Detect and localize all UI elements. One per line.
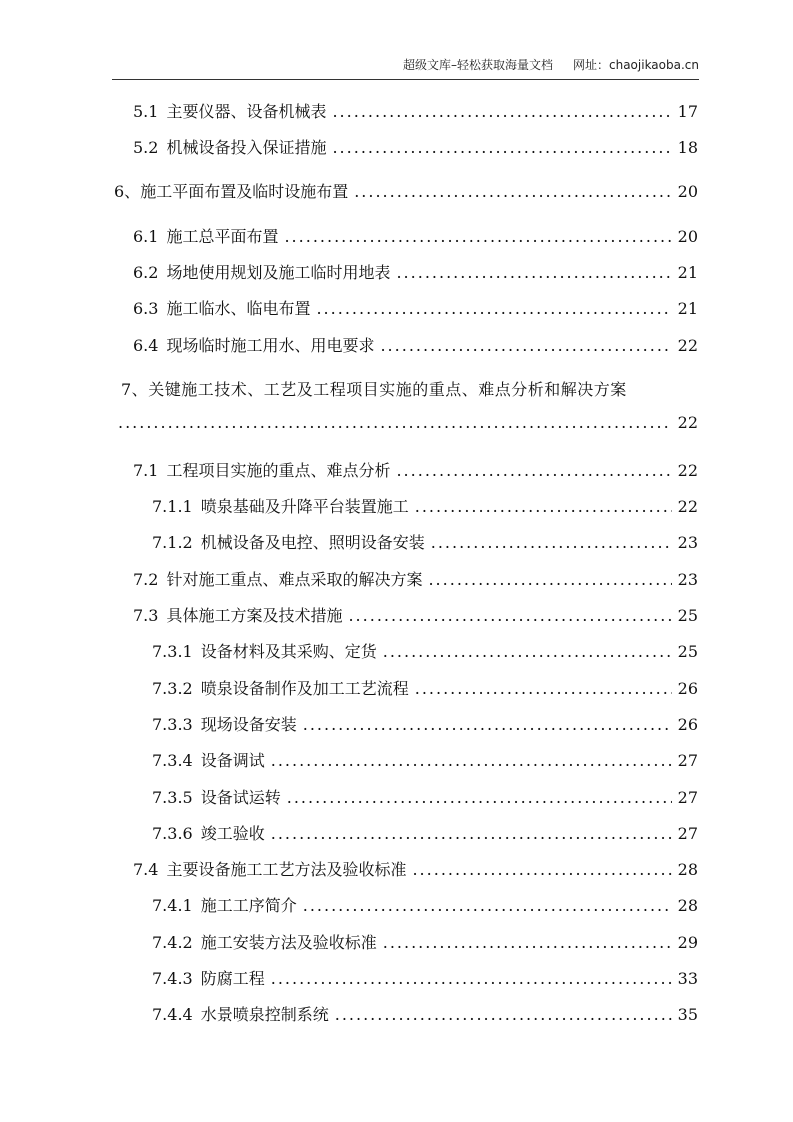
toc-leader-dots [412,860,671,879]
toc-entry-title: 施工安装方法及验收标准 [200,933,377,952]
toc-entry-title: 施工临水、临电布置 [166,299,311,318]
toc-entry-title: 现场设备安装 [200,715,297,734]
toc-entry-number: 7.3.6 [152,824,193,843]
toc-leader-dots [383,933,672,952]
toc-entry-title: 机械设备及电控、照明设备安装 [200,533,425,552]
toc-entry-number: 7.4 [133,860,159,879]
toc-leader-dots [431,533,672,552]
toc-entry-number: 7.3.2 [152,679,193,698]
toc-leader-dots [287,788,672,807]
toc-leader-dots [332,102,671,121]
toc-leader-dots [415,679,672,698]
toc-entry[interactable] [133,857,698,880]
toc-entry[interactable] [121,377,627,400]
toc-entry[interactable] [114,179,698,202]
toc-entry-title: 场地使用规划及施工临时用地表 [166,263,391,282]
toc-entry-page: 20 [677,182,698,201]
toc-entry-number: 5.1 [133,102,159,121]
toc-leader-dots [303,715,672,734]
toc-entry-page: 23 [677,570,698,589]
toc-entry-page: 27 [677,751,698,770]
toc-entry-number: 7.3.4 [152,751,193,770]
toc-entry-page: 33 [677,969,698,988]
toc-entry-number: 7.4.1 [152,896,193,915]
toc-entry[interactable] [133,99,698,122]
toc-entry-title: 具体施工方案及技术措施 [166,606,343,625]
toc-entry-number: 6.4 [133,336,159,355]
toc-entry[interactable] [152,748,698,771]
toc-entry[interactable] [152,712,698,735]
toc-entry[interactable] [152,966,698,989]
toc-entry-page: 22 [677,497,698,516]
toc-entry[interactable] [152,785,698,808]
toc-entry-number: 7.4.4 [152,1005,193,1024]
toc-entry-page: 22 [677,461,698,480]
toc-entry-title: 针对施工重点、难点采取的解决方案 [166,570,423,589]
toc-entry-number: 7.4.2 [152,933,193,952]
toc-entry-title: 主要设备施工工艺方法及验收标准 [166,860,407,879]
toc-entry-page: 18 [677,138,698,157]
toc-leader-dots [284,227,671,246]
toc-entry-title: 设备材料及其采购、定货 [200,642,377,661]
toc-entry-number: 7.1.2 [152,533,193,552]
toc-entry[interactable] [133,135,698,158]
toc-entry-number: 7.2 [133,570,159,589]
toc-entry-title: 现场临时施工用水、用电要求 [166,336,375,355]
toc-entry-number: 7.3.3 [152,715,193,734]
toc-leader-dots [271,751,672,770]
toc-entry[interactable] [152,930,698,953]
toc-entry-page: 26 [677,715,698,734]
toc-entry-number: 6、 [114,182,141,201]
toc-leader-dots [380,336,671,355]
toc-entry-page: 22 [677,336,698,355]
toc-entry-page: 23 [677,533,698,552]
toc-leader-dots [271,824,672,843]
toc-entry[interactable] [133,260,698,283]
toc-entry-title: 主要仪器、设备机械表 [166,102,327,121]
toc-entry-title: 机械设备投入保证措施 [166,138,327,157]
toc-entry[interactable] [133,603,698,626]
toc-entry-page: 20 [677,227,698,246]
toc-entry-page: 25 [677,606,698,625]
toc-entry-number: 7.3.5 [152,788,193,807]
toc-leader-dots [428,570,671,589]
toc-entry-title: 施工平面布置及临时设施布置 [140,182,349,201]
toc-entry-number: 7、 [121,380,149,399]
toc-leader-dots [303,896,672,915]
toc-entry-number: 7.3.1 [152,642,193,661]
toc-entry-page: 27 [677,788,698,807]
toc-entry-number: 7.3 [133,606,159,625]
header-site-name: 超级文库–轻松获取海量文档 [402,58,553,72]
toc-entry[interactable] [152,1002,698,1025]
toc-entry[interactable] [133,224,698,247]
toc-entry-number: 6.1 [133,227,159,246]
toc-entry-page: 35 [677,1005,698,1024]
toc-entry[interactable] [152,639,698,662]
toc-entry-number: 7.1 [133,461,159,480]
toc-entry[interactable] [133,333,698,356]
toc-entry-number: 5.2 [133,138,159,157]
toc-entry-title: 设备试运转 [200,788,281,807]
toc-leader-dots [354,182,671,201]
header-rule [112,79,699,80]
toc-leader-dots [415,497,672,516]
toc-entry-page: 21 [677,299,698,318]
toc-entry-page: 29 [677,933,698,952]
toc-entry[interactable] [133,567,698,590]
toc-entry-page: 22 [677,413,698,432]
toc-leader-dots [118,413,672,432]
toc-entry[interactable] [133,458,698,481]
toc-entry[interactable] [152,676,698,699]
toc-entry-title: 水景喷泉控制系统 [200,1005,329,1024]
toc-entry-title: 防腐工程 [200,969,265,988]
toc-entry[interactable] [152,893,698,916]
toc-entry-title: 喷泉设备制作及加工工艺流程 [200,679,409,698]
toc-entry-number: 7.4.3 [152,969,193,988]
toc-leader-dots [348,606,671,625]
toc-leader-dots [396,461,671,480]
toc-entry[interactable] [152,494,698,517]
toc-entry-page: 28 [677,896,698,915]
toc-entry[interactable] [152,821,698,844]
toc-leader-dots [335,1005,672,1024]
toc-leader-dots [316,299,671,318]
toc-leader-dots [383,642,672,661]
toc-entry-page: 27 [677,824,698,843]
toc-entry-title: 施工工序简介 [200,896,297,915]
toc-entry-page: 28 [677,860,698,879]
toc-entry-title: 工程项目实施的重点、难点分析 [166,461,391,480]
toc-entry-title: 关键施工技术、工艺及工程项目实施的重点、难点分析和解决方案 [148,380,627,399]
toc-entry-page: 25 [677,642,698,661]
page-header [403,56,699,73]
toc-entry-title: 设备调试 [200,751,265,770]
toc-entry-number: 6.3 [133,299,159,318]
toc-leader-dots [332,138,671,157]
toc-entry-title: 竣工验收 [200,824,265,843]
toc-leader-dots [271,969,672,988]
toc-entry-number: 7.1.1 [152,497,193,516]
toc-entry-page: 21 [677,263,698,282]
toc-entry[interactable] [152,530,698,553]
toc-entry-page: 26 [677,679,698,698]
toc-entry-title: 喷泉基础及升降平台装置施工 [200,497,409,516]
toc-entry-title: 施工总平面布置 [166,227,279,246]
header-url[interactable]: 网址：chaojikaoba.cn [573,58,699,72]
toc-entry-page: 17 [677,102,698,121]
toc-entry-number: 6.2 [133,263,159,282]
toc-entry-continuation[interactable] [118,413,698,432]
toc-leader-dots [396,263,671,282]
toc-entry[interactable] [133,296,698,319]
